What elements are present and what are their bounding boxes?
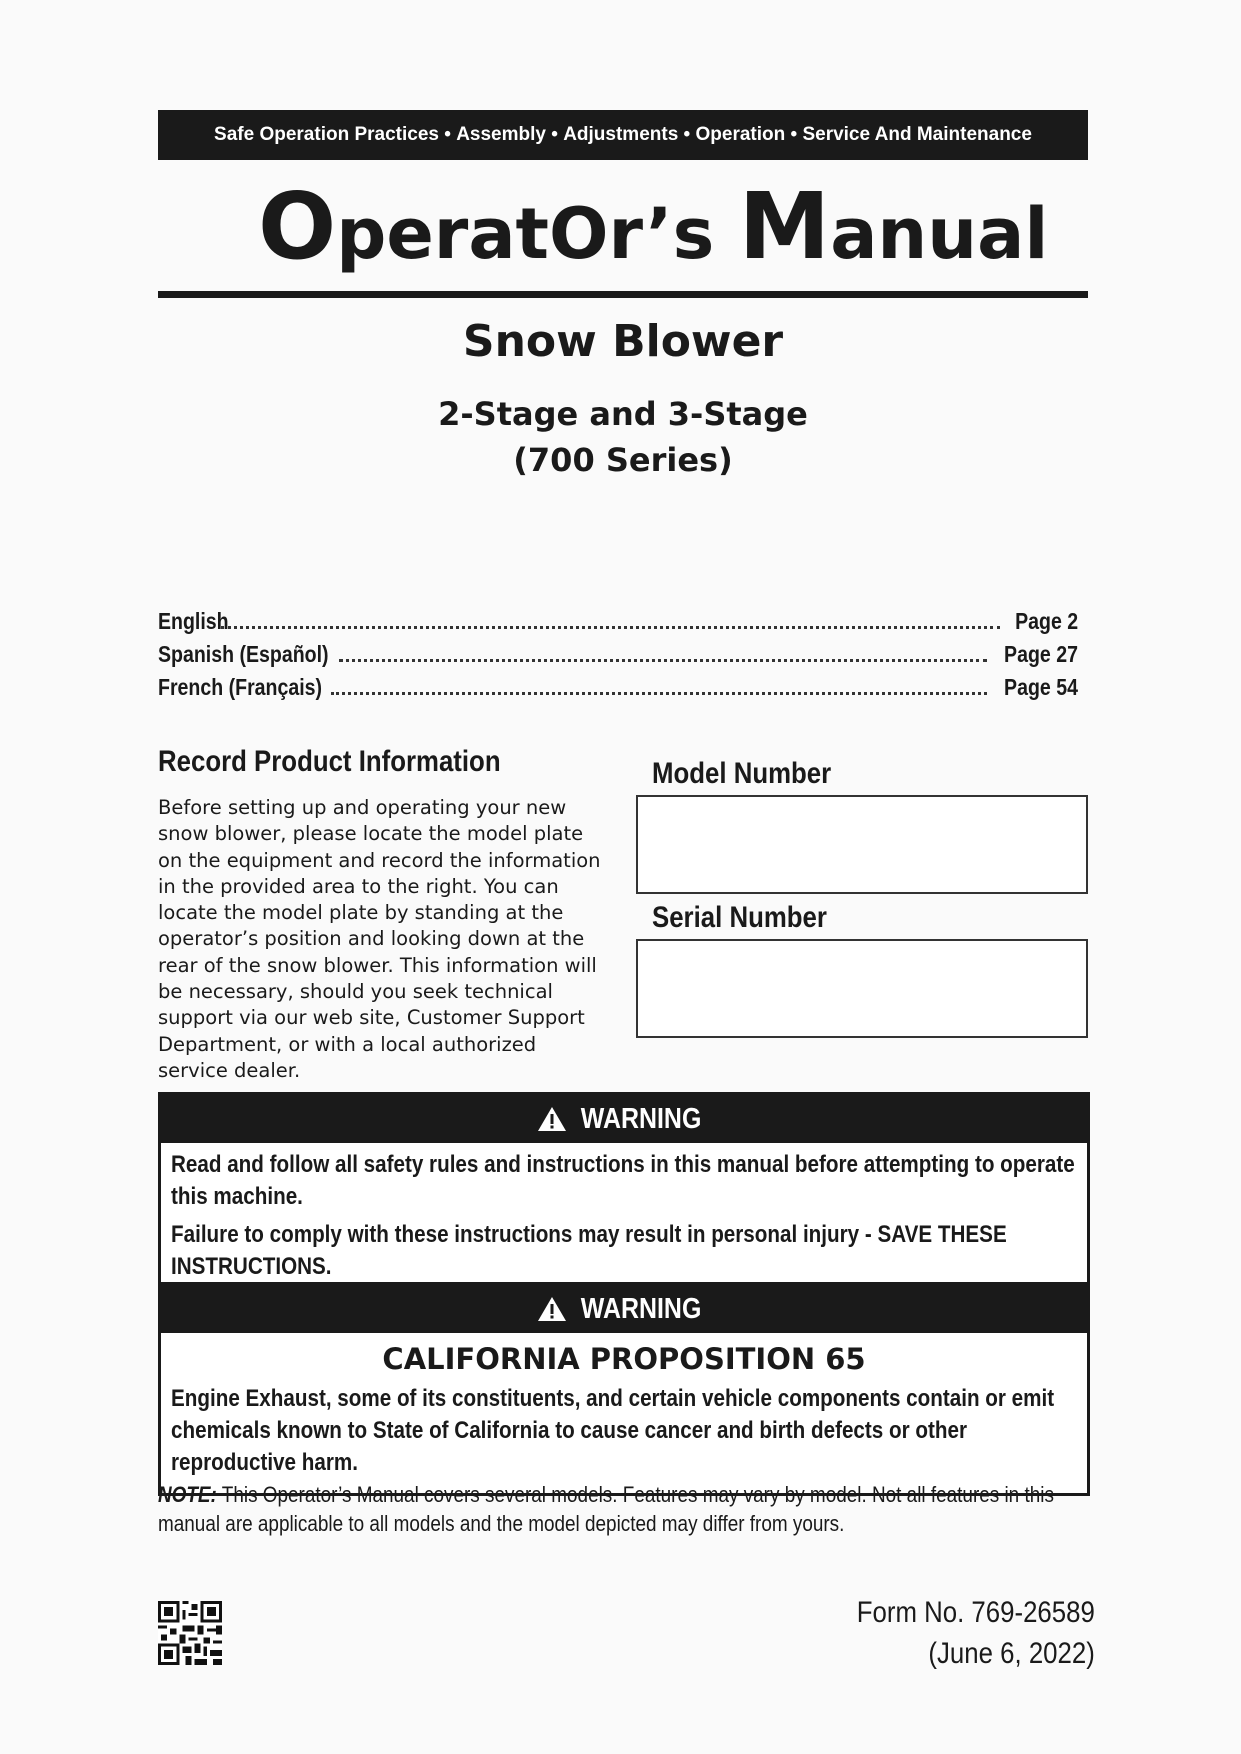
warning-triangle-icon: [537, 1296, 567, 1322]
model-number-label: Model Number: [652, 757, 832, 790]
topics-bar: [158, 110, 1088, 160]
record-instructions: Before setting up and operating your new snow blower, please locate the model plate on the equipment and record the information in the provided area to the right. You can locate the model plate by standing at the operator’s position and looking down at the rear of the snow blower. This information will be necessary, should you seek technical support via our web site, Customer Support Department, or with a local authorized service dealer.: [158, 796, 601, 1082]
title-initial-o: O: [258, 173, 337, 280]
toc-row-spanish[interactable]: [158, 641, 1078, 674]
toc-label: English: [158, 608, 229, 634]
toc-page: Page 27: [1004, 641, 1078, 667]
topic-adjustments: Adjustments: [563, 124, 679, 145]
prop65-heading: CALIFORNIA PROPOSITION 65: [382, 1342, 866, 1376]
record-heading: Record Product Information: [158, 745, 501, 778]
toc-label: Spanish (Español): [158, 641, 329, 667]
toc-leader: [339, 659, 987, 662]
product-stage: 2-Stage and 3-Stage: [438, 395, 808, 433]
product-name: Snow Blower: [462, 316, 784, 367]
models-note: [158, 1480, 1061, 1538]
topic-safe-operation: Safe Operation Practices: [214, 124, 439, 145]
warning-body: [161, 1333, 1087, 1493]
warning-title: WARNING: [580, 1292, 702, 1325]
note-text: This Operator’s Manual covers several models. Features may vary by model. Not all features in this manual are applicable to all models and the model depicted may differ from yours.: [158, 1482, 1054, 1536]
toc-row-english[interactable]: [158, 608, 1078, 641]
manual-title: [258, 172, 1049, 282]
serial-number-field[interactable]: [636, 939, 1088, 1038]
warning-save-instructions: Failure to comply with these instructions may result in personal injury - SAVE THESE INSTRUCTIONS.: [171, 1221, 1007, 1280]
form-info: [857, 1592, 1095, 1674]
title-word-manual: anual: [830, 193, 1049, 275]
topic-separator: •: [545, 124, 564, 145]
toc-leader: [331, 692, 987, 695]
prop65-statement: Engine Exhaust, some of its constituents, and certain vehicle components contain or emit chemicals known to State of California to cause cancer and birth defects or other reproductive harm.: [171, 1385, 1055, 1476]
toc-label: French (Français): [158, 674, 323, 700]
note-label: NOTE:: [158, 1482, 217, 1507]
product-variant: [158, 391, 1088, 483]
warning-read-rules: Read and follow all safety rules and instructions in this manual before attempting to operate this machine.: [171, 1151, 1075, 1210]
topic-separator: •: [785, 124, 803, 145]
topic-service: Service And Maintenance: [802, 124, 1032, 145]
toc-leader: [221, 626, 1000, 629]
form-number: Form No. 769-26589: [856, 1596, 1095, 1629]
topic-separator: •: [678, 124, 696, 145]
serial-number-label: Serial Number: [652, 901, 827, 934]
model-number-field[interactable]: [636, 795, 1088, 894]
toc-page: Page 54: [1004, 674, 1078, 700]
topic-operation: Operation: [695, 124, 786, 145]
product-series: (700 Series): [513, 441, 733, 479]
form-date: (June 6, 2022): [928, 1637, 1095, 1670]
title-word-operators: peratOr’s: [336, 193, 739, 275]
title-divider: [158, 291, 1088, 298]
toc-row-french[interactable]: [158, 674, 1078, 707]
warning-triangle-icon: [537, 1106, 567, 1132]
topic-assembly: Assembly: [456, 124, 546, 145]
warning-header: [161, 1095, 1087, 1143]
language-index: [158, 608, 1078, 707]
topic-separator: •: [438, 124, 457, 145]
warning-body: [161, 1143, 1087, 1297]
prop65-warning-box: [158, 1282, 1090, 1496]
toc-page: Page 2: [1014, 608, 1078, 634]
warning-header: [161, 1285, 1087, 1333]
warning-title: WARNING: [580, 1102, 702, 1135]
safety-warning-box: [158, 1092, 1090, 1300]
title-initial-m: M: [738, 173, 831, 280]
qr-code-icon[interactable]: [158, 1601, 222, 1665]
